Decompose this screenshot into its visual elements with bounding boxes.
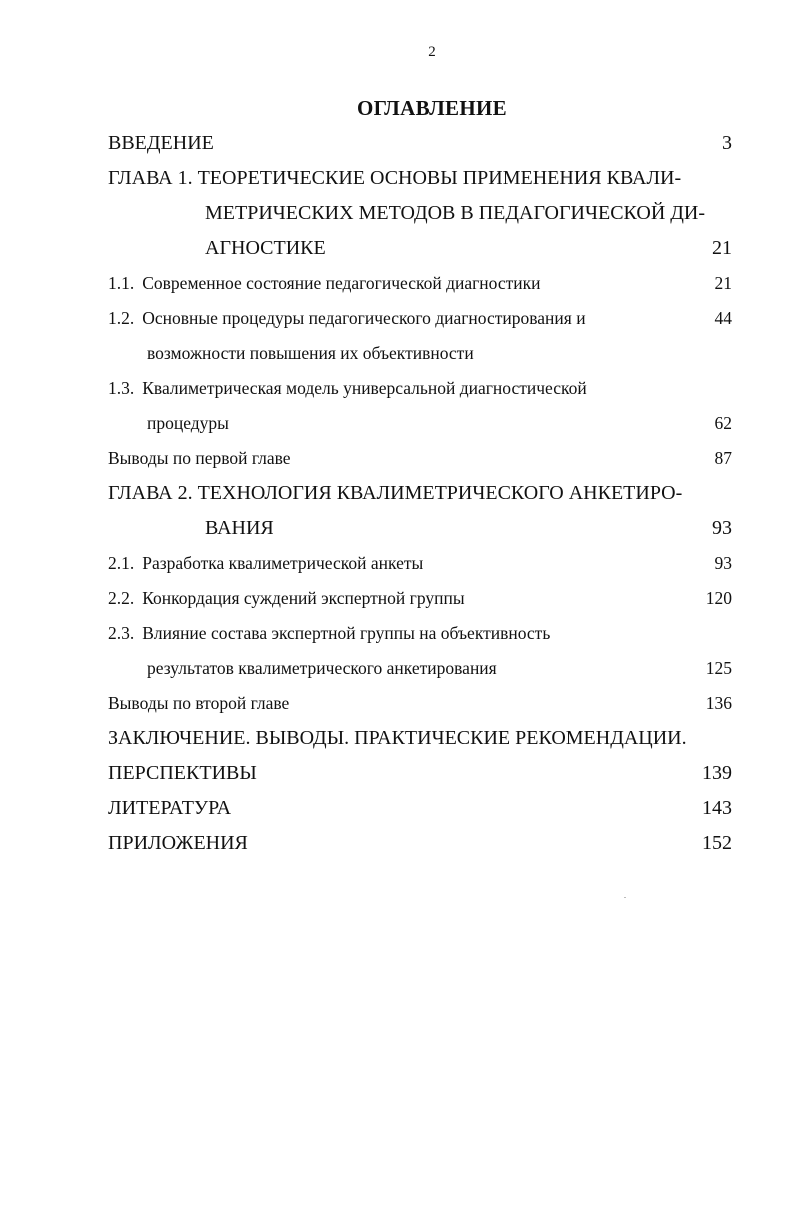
toc-entry-text: ВАНИЯ [205,517,274,539]
toc-entry-section-1-2[interactable] [108,303,732,333]
page-number: 2 [428,44,436,60]
toc-entry-text: Современное состояние педагогической диагностики [142,273,541,293]
toc-entry-page: 152 [702,832,732,854]
toc-entry-page: 3 [722,132,732,154]
toc-entry-section-1-1[interactable] [108,268,732,298]
toc-entry-page: 143 [702,797,732,819]
toc-entry-text: АГНОСТИКЕ [205,237,326,259]
toc-entry-text: ЗАКЛЮЧЕНИЕ. ВЫВОДЫ. ПРАКТИЧЕСКИЕ РЕКОМЕНДАЦИИ. [108,727,687,749]
toc-entry-page: 120 [705,588,732,608]
toc-entry-text: Квалиметрическая модель универсальной диагностической [142,378,587,398]
toc-entry-text: Разработка квалиметрической анкеты [142,553,424,573]
toc-entry-conclusions-1[interactable] [108,443,732,473]
toc-entry-chapter-1[interactable] [108,163,732,193]
toc-entry-page: 136 [705,693,732,713]
toc-entry-line [108,268,541,298]
toc-entry-page: 21 [714,273,732,293]
toc-entry-chapter-1-cont [205,233,732,263]
toc-entry-final-cont [108,758,732,788]
toc-entry-number: 2.2. [108,588,135,608]
toc-entry-text: МЕТРИЧЕСКИХ МЕТОДОВ В ПЕДАГОГИЧЕСКОЙ ДИ- [205,202,706,224]
toc-entry-literature[interactable] [108,793,732,823]
toc-entry-final[interactable] [108,723,732,753]
toc-entry-line [108,583,465,613]
toc-entry-number: 1.2. [108,308,135,328]
toc-entry-text: Основные процедуры педагогического диагностирования и [142,308,586,328]
toc-entry-text: результатов квалиметрического анкетирования [147,658,497,678]
toc-entry-text: процедуры [147,413,229,433]
toc-entry-page: 62 [714,413,732,433]
toc-entry-appendices[interactable] [108,828,732,858]
toc-entry-section-1-3[interactable] [108,373,732,403]
toc-entry-section-1-3-cont [147,408,732,438]
toc-entry-text: ПЕРСПЕКТИВЫ [108,762,257,784]
toc-entry-chapter-2-cont [205,513,732,543]
toc-entry-chapter-2[interactable] [108,478,732,508]
toc-entry-page: 93 [712,517,732,539]
toc-entry-text: Влияние состава экспертной группы на объективность [142,623,551,643]
toc-entry-number: 1.3. [108,378,135,398]
scan-speck [624,897,626,898]
toc-entry-page: 21 [712,237,732,259]
toc-entry-line [108,303,586,333]
toc-entry-number: 2.3. [108,623,135,643]
toc-entry-text: ВВЕДЕНИЕ [108,132,214,154]
toc-entry-page: 44 [714,308,732,328]
toc-entry-text: Конкордация суждений экспертной группы [142,588,465,608]
toc-entry-line [108,373,587,403]
toc-entry-conclusions-2[interactable] [108,688,732,718]
toc-entry-line [108,548,423,578]
toc-entry-text: возможности повышения их объективности [147,343,474,363]
toc-entry-line [108,618,550,648]
toc-entry-number: 1.1. [108,273,135,293]
toc-title: ОГЛАВЛЕНИЕ [357,96,507,120]
toc-entry-number: 2.1. [108,553,135,573]
toc-entry-page: 125 [705,658,732,678]
toc-entry-text: ПРИЛОЖЕНИЯ [108,832,248,854]
toc-entry-section-1-2-cont [147,338,732,368]
toc-entry-section-2-3-cont [147,653,732,683]
toc-entry-intro[interactable] [108,128,732,158]
toc-entry-text: ГЛАВА 2. ТЕХНОЛОГИЯ КВАЛИМЕТРИЧЕСКОГО АНКЕТИРО- [108,482,683,504]
toc-entry-section-2-1[interactable] [108,548,732,578]
toc-entry-text: Выводы по первой главе [108,448,291,468]
toc-entry-text: Выводы по второй главе [108,693,290,713]
toc-entry-chapter-1-cont [205,198,732,228]
toc-entry-section-2-3[interactable] [108,618,732,648]
toc-entry-page: 139 [702,762,732,784]
toc-entry-text: ГЛАВА 1. ТЕОРЕТИЧЕСКИЕ ОСНОВЫ ПРИМЕНЕНИЯ КВАЛИ- [108,167,682,189]
toc-entry-page: 87 [714,448,732,468]
toc-entry-text: ЛИТЕРАТУРА [108,797,232,819]
toc-entry-section-2-2[interactable] [108,583,732,613]
toc-entry-page: 93 [714,553,732,573]
